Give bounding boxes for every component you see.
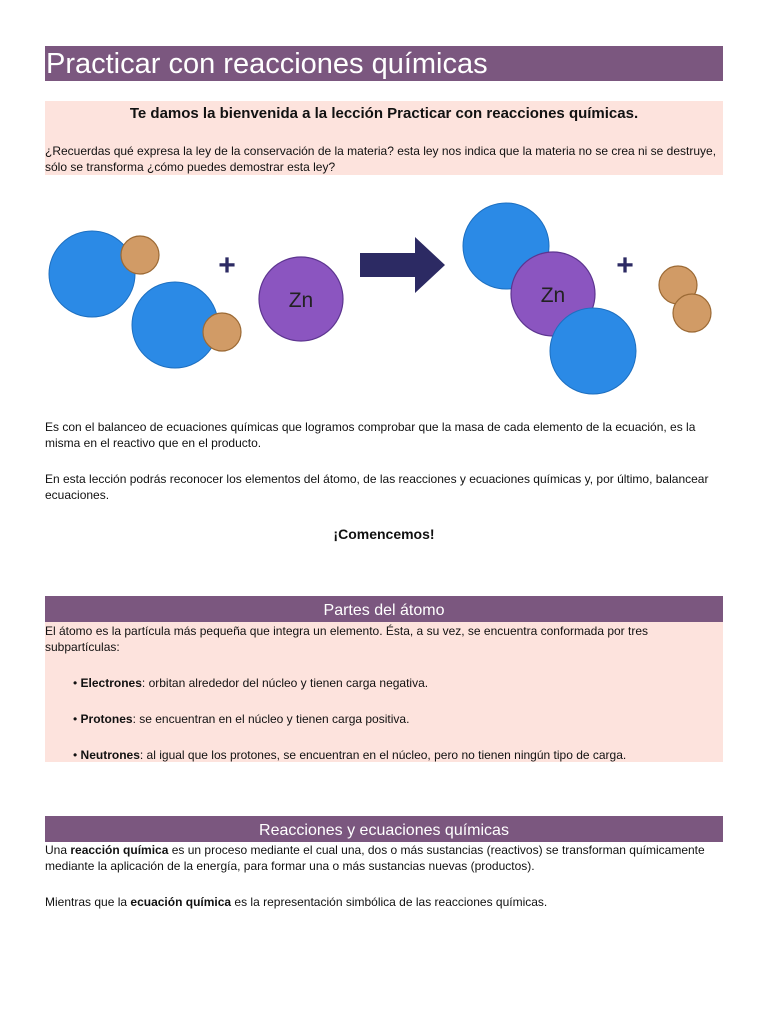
balance-paragraph: Es con el balanceo de ecuaciones químicas que logramos comprobar que la masa de cada elemento de la ecuación, es la misma en el reactivo que en el producto. — [45, 420, 696, 450]
lesson-paragraph: En esta lección podrás reconocer los elementos del átomo, de las reacciones y ecuaciones químicas y, por último, balancear ecuaciones. — [45, 472, 709, 502]
atom-section-box — [45, 622, 723, 762]
bullet-text: : orbitan alrededor del núcleo y tienen carga negativa. — [141, 676, 429, 690]
equation-text-after: es la representación simbólica de las reacciones químicas. — [231, 895, 548, 909]
reaction-illustration — [45, 195, 725, 405]
bullet-term: Neutrones — [80, 748, 140, 762]
reaction-arrow-icon — [360, 237, 445, 293]
zinc-label-right: Zn — [540, 284, 566, 307]
reaction-text-before: Una — [45, 843, 71, 857]
bullet-electrons — [73, 675, 428, 691]
equation-term: ecuación química — [130, 895, 232, 909]
bullet-marker: • — [73, 712, 81, 726]
bullet-marker: • — [73, 748, 81, 762]
bullet-term: Electrones — [80, 676, 142, 690]
reaction-term: reacción química — [70, 843, 169, 857]
reaction-definition-paragraph — [45, 842, 723, 874]
lets-begin-heading: ¡Comencemos! — [333, 526, 435, 542]
hydrogen-atom-right-2 — [550, 308, 636, 394]
atom-intro-text: El átomo es la partícula más pequeña que integra un elemento. Ésta, a su vez, se encuentra conformada por tres subpartículas: — [45, 624, 649, 654]
page-title: Practicar con reacciones químicas — [45, 46, 723, 81]
reaction-section-heading: Reacciones y ecuaciones químicas — [45, 816, 723, 842]
plus-sign-left: + — [218, 249, 236, 282]
chlorine-molecule-atom-2 — [673, 294, 711, 332]
chlorine-atom-left-2 — [203, 313, 241, 351]
welcome-text: ¿Recuerdas qué expresa la ley de la conservación de la materia? esta ley nos indica que la materia no se crea ni se destruye, sólo se transforma ¿cómo puedes demostrar esta ley? — [45, 144, 717, 174]
welcome-heading: Te damos la bienvenida a la lección Practicar con reacciones químicas. — [129, 105, 639, 122]
equation-definition-paragraph — [45, 894, 723, 910]
bullet-neutrons — [73, 747, 626, 763]
welcome-box — [45, 101, 723, 175]
bullet-text: : al igual que los protones, se encuentran en el núcleo, pero no tienen ningún tipo de carga. — [139, 748, 627, 762]
bullet-marker: • — [73, 676, 81, 690]
hydrogen-atom-left-1 — [49, 231, 135, 317]
bullet-text: : se encuentran en el núcleo y tienen carga positiva. — [132, 712, 410, 726]
atom-section-heading: Partes del átomo — [45, 596, 723, 622]
plus-sign-right: + — [616, 249, 634, 282]
zinc-label-left: Zn — [288, 289, 314, 312]
reaction-text-after: es un proceso mediante el cual una, dos o más sustancias (reactivos) se transforman químicamente mediante la aplicación de la energía, para formar una o más sustancias nuevas (productos). — [45, 843, 705, 873]
equation-text-before: Mientras que la — [45, 895, 131, 909]
chlorine-atom-left-1 — [121, 236, 159, 274]
bullet-term: Protones — [80, 712, 133, 726]
bullet-protons — [73, 711, 409, 727]
